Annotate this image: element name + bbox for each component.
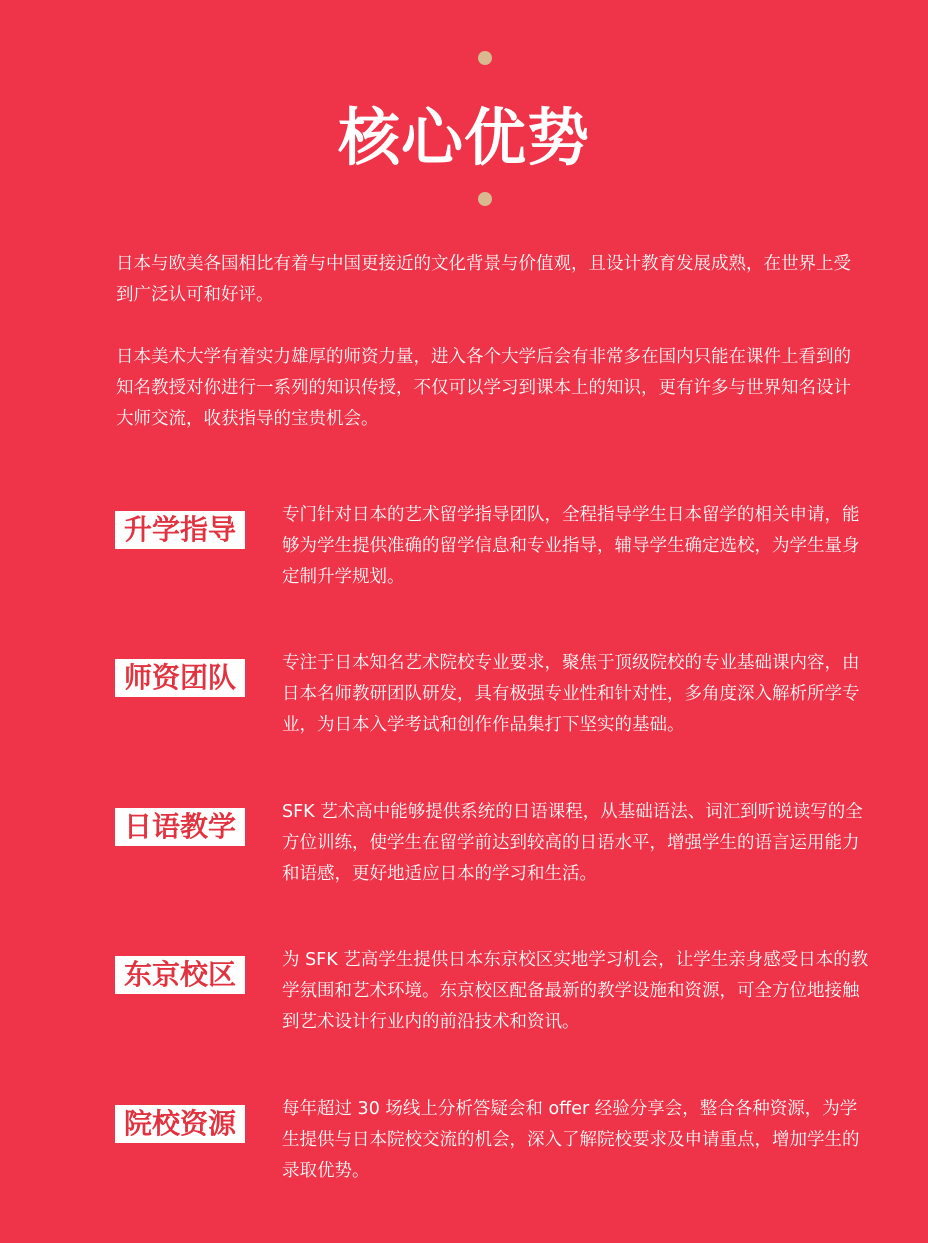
feature-admission-guidance	[0, 500, 928, 600]
feature-school-resources	[0, 1094, 928, 1194]
intro-paragraph-1: 日本与欧美各国相比有着与中国更接近的文化背景与价值观，且设计教育发展成熟，在世界上受到广泛认可和好评。	[116, 254, 851, 305]
feature-badge: 升学指导	[115, 511, 245, 549]
decorative-dot-bottom	[478, 192, 492, 206]
feature-badge: 师资团队	[115, 659, 245, 697]
page-title: 核心优势	[337, 101, 590, 174]
feature-description: 专门针对日本的艺术留学指导团队，全程指导学生日本留学的相关申请，能够为学生提供准确的留学信息和专业指导，辅导学生确定选校，为学生量身定制升学规划。	[282, 505, 860, 587]
feature-description: 专注于日本知名艺术院校专业要求，聚焦于顶级院校的专业基础课内容，由日本名师教研团队研发，具有极强专业性和针对性，多角度深入解析所学专业，为日本入学考试和创作作品集打下坚实的基础。	[282, 653, 860, 735]
feature-badge: 日语教学	[115, 808, 245, 846]
intro-paragraph-2: 日本美术大学有着实力雄厚的师资力量，进入各个大学后会有非常多在国内只能在课件上看到的知名教授对你进行一系列的知识传授，不仅可以学习到课本上的知识，更有许多与世界知名设计大师交流，收获指导的宝贵机会。	[116, 347, 851, 429]
feature-badge: 东京校区	[115, 956, 245, 994]
feature-badge: 院校资源	[115, 1105, 245, 1143]
feature-description: 每年超过 30 场线上分析答疑会和 offer 经验分享会，整合各种资源，为学生提供与日本院校交流的机会，深入了解院校要求及申请重点，增加学生的录取优势。	[282, 1099, 860, 1181]
feature-faculty-team	[0, 648, 928, 748]
feature-description: 为 SFK 艺高学生提供日本东京校区实地学习机会，让学生亲身感受日本的教学氛围和艺术环境。东京校区配备最新的教学设施和资源，可全方位地接触到艺术设计行业内的前沿技术和资讯。	[282, 950, 869, 1032]
decorative-dot-top	[478, 51, 492, 65]
feature-japanese-teaching	[0, 797, 928, 897]
feature-description: SFK 艺术高中能够提供系统的日语课程，从基础语法、词汇到听说读写的全方位训练，使学生在留学前达到较高的日语水平，增强学生的语言运用能力和语感，更好地适应日本的学习和生活。	[282, 802, 863, 884]
feature-tokyo-campus	[0, 945, 928, 1045]
